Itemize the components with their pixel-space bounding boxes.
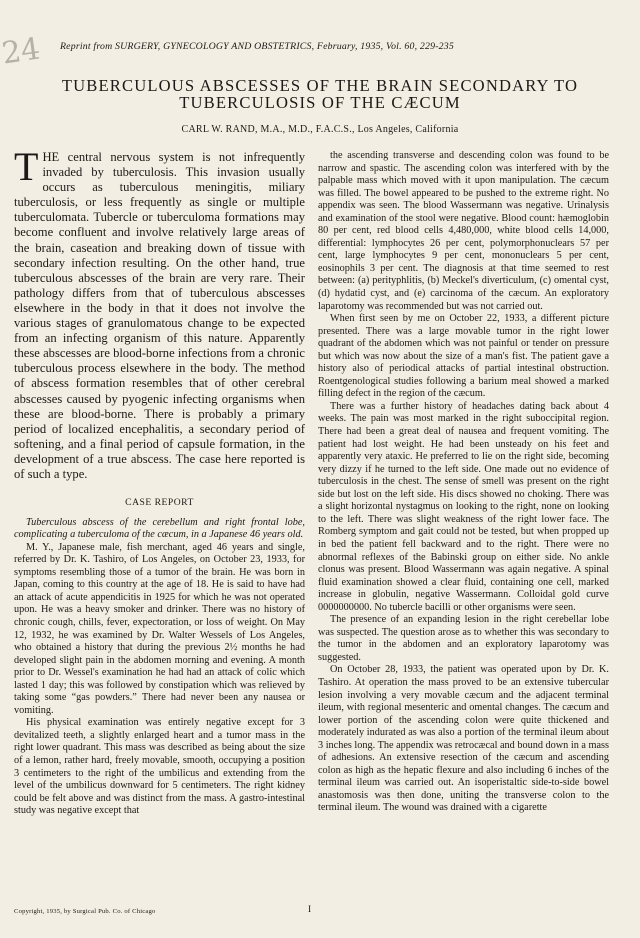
body-paragraph: M. Y., Japanese male, fish merchant, aged 46 years and single, referred by Dr. K. Tashiro, of Los Angeles, on October 23, 1933, for symptoms resembling those of a tumor of the brain. He was born in Japan, coming to this country at the age of 18. He is said to have had an attack of acute appendicitis in 1925 for which he was not operated upon. He was a heavy smoker and drinker. There was no history of chronic cough, chills, fever, expectoration, or loss of weight. On May 12, 1932, he was examined by Dr. Walter Wessels of Los Angeles, who obtained a history that during the previous 2½ months he had developed slight pain in the abdomen morning and evening. A month prior to Dr. Wessel's examination he had had an attack of colic which lasted 1 day; this was followed by constipation which was relieved by taking some “gas powders.” There had never been any nausea or vomiting. bbox=[14, 541, 305, 716]
body-paragraph: The presence of an expanding lesion in the right cerebellar lobe was suspected. The question arose as to whether this was secondary to the tumor in the abdomen and an exploratory laparotomy was suggested. bbox=[318, 614, 609, 663]
article-title bbox=[20, 78, 620, 111]
body-paragraph: His physical examination was entirely negative except for 3 devitalized teeth, a slightly enlarged heart and a tumor mass in the right lower quadrant. This mass was described as being about the size of a lemon, rather hard, freely movable, smooth, occupying a position 3 centimeters to the right of the umbilicus and extending from the level of the umbilicus downward for 5 centimeters. The right kidney could be felt above and was distinct from the mass. A gastro-intestinal study was negative except that bbox=[14, 717, 305, 817]
page-number: I bbox=[308, 905, 312, 915]
case-report-heading: CASE REPORT bbox=[125, 497, 194, 509]
pencil-annotation: 24 bbox=[0, 31, 43, 72]
case-subtitle: Tuberculous abscess of the cerebellum and right frontal lobe, complicating a tuberculoma of the cæcum, in a Japanese 46 years old. bbox=[14, 516, 305, 541]
body-paragraph: When first seen by me on October 22, 1933, a different picture presented. There was a large movable tumor in the right lower quadrant of the abdomen which was not painful or tender on pressure but which was now about the size of a man's fist. The patient gave a history also of periodical attacks of partial intestinal obstruction. Roentgenological studies following a barium meal showed a marked filling defect in the region of the cæcum. bbox=[318, 313, 609, 400]
reprint-header: Reprint from SURGERY, GYNECOLOGY AND OBSTETRICS, February, 1935, Vol. 60, 229-235 bbox=[60, 41, 454, 52]
intro-text: HE central nervous system is not infrequently invaded by tuberculosis. This invasion usually occurs as tuberculous meningitis, miliary tuberculosis, or less frequently as single or multiple tuberculomata. Tubercle or tuberculoma formations may become confluent and involve relatively large areas of the brain, caseation and breaking down of tissue with secondary infection resulting. On the other hand, true tuberculous abscesses of the brain are very rare. Their pathology differs from that of tuberculous abscesses elsewhere in the body in that it does not involve the various stages of granulomatous change to be expected from an infecting organism of this nature. Apparently these abscesses are blood-borne infections from a chronic tuberculous process elsewhere in the body. The method of abscess formation resembles that of other cerebral abscesses caused by pyogenic infecting organisms when these are blood-borne. There is probably a primary period of localized encephalitis, a secondary period of softening, and a final period of capsule formation, in the development of a true abscess. The case here reported is of such a type. bbox=[14, 150, 305, 481]
intro-paragraph bbox=[14, 144, 305, 482]
title-line-2: TUBERCULOSIS OF THE CÆCUM bbox=[179, 92, 461, 112]
left-column bbox=[14, 144, 305, 818]
right-column bbox=[318, 150, 609, 815]
body-paragraph: On October 28, 1933, the patient was operated upon by Dr. K. Tashiro. At operation the mass proved to be an extensive tubercular lesion involving a very movable cæcum and the adjacent terminal ileum, with regional mesenteric and omental changes. The cæcum and lower portion of the ascending colon were quite thickened and moderately indurated as was also a portion of the terminal ileum about 3 inches long. The appendix was retrocæcal and bound down in a mass of adhesions. An extensive resection of the cæcum and ascending colon as high as the hepatic flexure and also including 6 inches of the terminal ileum was carried out. An isoperistaltic side-to-side bowel anastomosis was then done, uniting the transverse colon to the terminal ileum. The wound was drained with a cigarette bbox=[318, 664, 610, 814]
copyright-notice: Copyright, 1935, by Surgical Pub. Co. of Chicago bbox=[14, 908, 156, 915]
body-paragraph: the ascending transverse and descending colon was found to be narrow and spastic. The ascending colon was interfered with by the palpable mass which moved with it upon manipulation. The cæcum was filled. The bowel appeared to be pushed to the extreme right. No appendix was seen. The blood Wassermann was negative. Urinalysis and examination of the stool were negative. Blood count: hæmoglobin 80 per cent, red blood cells 4,480,000, white blood cells 14,000, differential: lymphocytes 26 per cent, polymorphonuclears 57 per cent, large lymphocytes 9 per cent, mononuclears 5 per cent, eosinophils 3 per cent. The diagnosis at that time seemed to rest between: (a) perityphlitis, (b) Meckel's diverticulum, (c) omental cyst, (d) hydatid cyst, and (e) carcinoma of the cæcum. An exploratory laparotomy was recommended but was not carried out. bbox=[318, 150, 609, 312]
body-paragraph: There was a further history of headaches dating back about 4 weeks. The pain was most marked in the right suboccipital region. There had been a great deal of nausea and frequent vomiting. The patient had lost weight. He had been unsteady on his feet and apparently very ataxic. He preferred to lie on the right side, becoming very dizzy if he turned to the left side. One made out no evidence of tuberculosis in the chest. The sense of smell was present on the right side but lost on the left side. His discs showed no choking. There was a slight horizontal nystagmus on looking to the right, none on looking to the left. There was slight weakness of the right lower face. The Romberg symptom and gait could not be tested, but when propped up in bed the patient fell backward and to the right. There were no abnormal reflexes of the Babinski group on either side. No ankle clonus was present. Blood Wassermann was again negative. A spinal fluid examination showed a clear fluid, containing one cell, marked increase in globulin, negative Wassermann. Colloidal gold curve 0000000000. No tubercle bacilli or other organisms were seen. bbox=[318, 400, 609, 613]
drop-cap: T bbox=[14, 144, 39, 189]
author-byline: CARL W. RAND, M.A., M.D., F.A.C.S., Los Angeles, California bbox=[181, 124, 459, 135]
title-line-1: TUBERCULOUS ABSCESSES OF THE BRAIN SECONDARY TO bbox=[61, 76, 579, 95]
